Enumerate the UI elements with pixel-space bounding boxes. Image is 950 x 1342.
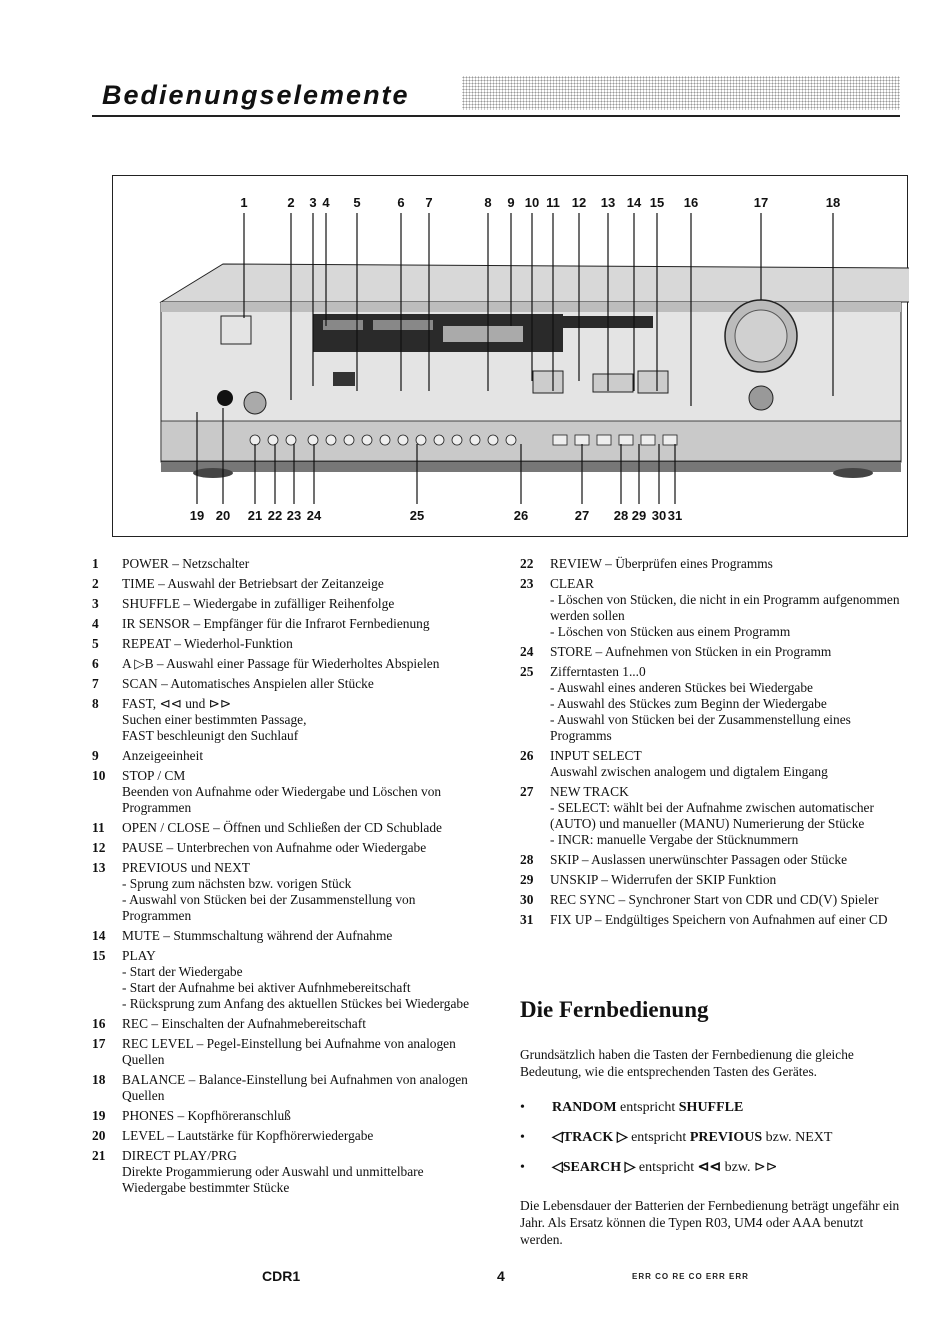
control-name: MUTE (122, 928, 160, 943)
control-description: – Widerrufen der SKIP Funktion (597, 872, 777, 887)
control-entry (92, 596, 487, 612)
control-number: 5 (92, 636, 99, 651)
control-name: OPEN / CLOSE (122, 820, 210, 835)
control-detail: - Auswahl eines anderen Stückes bei Wiedergabe (550, 680, 813, 695)
callout-number: 1 (240, 195, 248, 210)
control-entry (92, 1128, 487, 1144)
control-number: 11 (92, 820, 105, 835)
control-number: 13 (92, 860, 106, 875)
callout-number: 13 (600, 195, 616, 210)
control-entry (92, 696, 487, 744)
control-description: – Wiedergabe in zufälliger Reihenfolge (180, 596, 395, 611)
control-name: SHUFFLE (122, 596, 181, 611)
control-description: – Netzschalter (168, 556, 250, 571)
control-detail: Direkte Progammierung oder Auswahl und unmittelbare Wiedergabe bestimmter Stücke (122, 1164, 424, 1195)
control-detail: Beenden von Aufnahme oder Wiedergabe und Löschen von Programmen (122, 784, 442, 815)
control-name: PREVIOUS und NEXT (122, 860, 250, 875)
control-detail: - INCR: manuelle Vergabe der Stücknummern (550, 832, 799, 847)
callout-number: 8 (484, 195, 492, 210)
control-detail: - Auswahl von Stücken bei der Zusammenstellung eines Programms (550, 712, 851, 743)
control-name: FIX UP (550, 912, 592, 927)
control-entry (92, 948, 487, 1012)
control-entry (92, 860, 487, 924)
controls-list-right (520, 556, 905, 932)
control-entry (520, 784, 905, 848)
control-entry (520, 892, 905, 908)
mapping-text: entspricht (635, 1160, 698, 1175)
remote-key: ◁TRACK ▷ (552, 1130, 628, 1145)
mapping-text: entspricht (627, 1130, 690, 1145)
control-entry (92, 676, 487, 692)
control-entry (92, 1016, 487, 1032)
control-entry (92, 656, 487, 672)
control-entry (520, 664, 905, 744)
battery-note: Die Lebensdauer der Batterien der Fernbedienung beträgt ungefähr ein Jahr. Als Ersatz können die Typen R03, UM4 oder AAA benutzt werden. (520, 1198, 900, 1247)
remote-intro: Grundsätzlich haben die Tasten der Fernbedienung die gleiche Bedeutung, wie die entsprechenden Tasten des Gerätes. (520, 1047, 854, 1079)
remote-key: RANDOM (552, 1100, 617, 1115)
control-name: TIME (122, 576, 155, 591)
callout-number: 15 (649, 195, 665, 210)
control-number: 7 (92, 676, 99, 691)
control-entry (92, 1148, 487, 1196)
control-number: 25 (520, 664, 534, 679)
control-name: A ▷B (122, 656, 154, 671)
control-entry (92, 1072, 487, 1104)
control-name: LEVEL (122, 1128, 164, 1143)
callout-number: 31 (667, 508, 683, 523)
control-entry (520, 556, 905, 572)
control-number: 1 (92, 556, 99, 571)
control-description: – Aufnehmen von Stücken in ein Programm (592, 644, 832, 659)
control-description: – Überprüfen eines Programms (601, 556, 773, 571)
control-entry (92, 768, 487, 816)
control-detail: - Sprung zum nächsten bzw. vorigen Stück (122, 876, 352, 891)
control-number: 8 (92, 696, 99, 711)
control-description: – Stummschaltung während der Aufnahme (159, 928, 393, 943)
control-number: 6 (92, 656, 99, 671)
page-number: 4 (497, 1268, 505, 1284)
callout-number: 23 (286, 508, 302, 523)
control-detail: - Löschen von Stücken, die nicht in ein Programm aufgenommen werden sollen (550, 592, 900, 623)
header-rule (92, 115, 900, 117)
control-name: Anzeigeeinheit (122, 748, 204, 763)
control-detail: Suchen einer bestimmten Passage, (122, 712, 307, 727)
control-description: – Automatisches Anspielen aller Stücke (157, 676, 374, 691)
callout-number: 22 (267, 508, 283, 523)
control-detail: - Auswahl des Stückes zum Beginn der Wiedergabe (550, 696, 827, 711)
control-entry (92, 748, 487, 764)
control-entry (520, 748, 905, 780)
control-entry (92, 820, 487, 836)
control-name: REC SYNC (550, 892, 616, 907)
control-name: NEW TRACK (550, 784, 629, 799)
control-entry (520, 852, 905, 868)
control-entry (520, 872, 905, 888)
control-number: 30 (520, 892, 534, 907)
control-entry (92, 616, 487, 632)
control-name: PLAY (122, 948, 156, 963)
callout-number: 10 (524, 195, 540, 210)
callout-number: 27 (574, 508, 590, 523)
control-entry (92, 840, 487, 856)
control-detail: Auswahl zwischen analogem und digtalem Eingang (550, 764, 828, 779)
control-description: – Unterbrechen von Aufnahme oder Wiedergabe (163, 840, 427, 855)
control-entry (92, 1036, 487, 1068)
callout-number: 20 (215, 508, 231, 523)
control-name: DIRECT PLAY/PRG (122, 1148, 237, 1163)
control-number: 19 (92, 1108, 106, 1123)
controls-list-left (92, 556, 487, 1200)
control-name: STORE (550, 644, 593, 659)
remote-mapping-list (520, 1098, 905, 1188)
control-number: 21 (92, 1148, 106, 1163)
control-name: STOP / CM (122, 768, 186, 783)
control-detail: - Löschen von Stücken aus einem Programm (550, 624, 791, 639)
page-header (92, 72, 900, 117)
callout-number: 30 (651, 508, 667, 523)
control-number: 9 (92, 748, 99, 763)
control-number: 26 (520, 748, 534, 763)
control-name: REC LEVEL (122, 1036, 194, 1051)
control-number: 4 (92, 616, 99, 631)
control-name: BALANCE (122, 1072, 186, 1087)
remote-key: ◁SEARCH ▷ (552, 1160, 636, 1175)
callout-number: 9 (507, 195, 515, 210)
control-name: SCAN (122, 676, 158, 691)
control-name: INPUT SELECT (550, 748, 642, 763)
callout-number: 12 (571, 195, 587, 210)
remote-section-title: Die Fernbedienung (520, 997, 709, 1022)
control-name: UNSKIP (550, 872, 598, 887)
control-entry (92, 636, 487, 652)
mapping-text: entspricht (616, 1100, 679, 1115)
control-number: 31 (520, 912, 534, 927)
control-entry (520, 644, 905, 660)
mapping-tail: bzw. ⊳⊳ (721, 1160, 778, 1175)
control-entry (520, 576, 905, 640)
callout-number: 7 (425, 195, 433, 210)
control-description: – Kopfhöreranschluß (174, 1108, 291, 1123)
callout-number: 16 (683, 195, 699, 210)
control-description: – Öffnen und Schließen der CD Schublade (209, 820, 442, 835)
device-key: PREVIOUS (689, 1130, 763, 1145)
callout-number: 25 (409, 508, 425, 523)
device-illustration (113, 176, 909, 538)
control-number: 15 (92, 948, 106, 963)
control-number: 14 (92, 928, 106, 943)
control-name: REC (122, 1016, 149, 1031)
header-dot-pattern (462, 76, 900, 110)
control-name: IR SENSOR (122, 616, 191, 631)
control-number: 24 (520, 644, 534, 659)
control-detail: - Rücksprung zum Anfang des aktuellen Stückes bei Wiedergabe (122, 996, 470, 1011)
control-description: – Auslassen unerwünschter Passagen oder Stücke (578, 852, 848, 867)
callout-number: 29 (631, 508, 647, 523)
callout-number: 28 (613, 508, 629, 523)
callout-number: 5 (353, 195, 361, 210)
device-figure (112, 175, 908, 537)
control-entry (92, 576, 487, 592)
footer-model: CDR1 (262, 1268, 301, 1284)
callout-number: 2 (287, 195, 295, 210)
control-description: – Synchroner Start von CDR und CD(V) Spieler (615, 892, 879, 907)
control-name: REVIEW (550, 556, 602, 571)
control-number: 29 (520, 872, 534, 887)
callout-number: 24 (306, 508, 322, 523)
control-name: REPEAT (122, 636, 171, 651)
mapping-tail: bzw. NEXT (762, 1130, 833, 1145)
control-detail: - SELECT: wählt bei der Aufnahme zwischen automatischer (AUTO) und manueller (MANU) Numerierung der Stücke (550, 800, 874, 831)
control-number: 22 (520, 556, 534, 571)
device-key: SHUFFLE (678, 1100, 744, 1115)
control-description: – Balance-Einstellung bei Aufnahmen von analogen Quellen (122, 1072, 468, 1103)
control-number: 17 (92, 1036, 106, 1051)
callout-number: 3 (309, 195, 317, 210)
footer-code: ERR CO RE CO ERR ERR (632, 1272, 749, 1281)
control-name: FAST, ⊲⊲ und ⊳⊳ (122, 696, 232, 711)
callout-number: 21 (247, 508, 263, 523)
control-detail: FAST beschleunigt den Suchlauf (122, 728, 299, 743)
control-description: – Empfänger für die Infrarot Fernbedienung (190, 616, 430, 631)
callout-number: 26 (513, 508, 529, 523)
control-number: 10 (92, 768, 106, 783)
callout-number: 11 (546, 195, 560, 210)
remote-mapping-item (520, 1098, 905, 1128)
control-detail: - Auswahl von Stücken bei der Zusammenstellung von Programmen (122, 892, 416, 923)
callout-number: 19 (189, 508, 205, 523)
callout-number: 6 (397, 195, 405, 210)
page-title: Bedienungselemente (102, 80, 410, 110)
callout-number: 17 (753, 195, 769, 210)
control-name: PAUSE (122, 840, 164, 855)
control-description: – Auswahl einer Passage für Wiederholtes Abspielen (153, 656, 440, 671)
control-description: – Wiederhol-Funktion (170, 636, 293, 651)
callout-number: 4 (322, 195, 330, 210)
control-name: PHONES (122, 1108, 175, 1123)
control-name: Zifferntasten 1...0 (550, 664, 646, 679)
control-number: 2 (92, 576, 99, 591)
callout-number: 18 (825, 195, 841, 210)
control-entry (520, 912, 905, 928)
callout-number: 14 (626, 195, 642, 210)
control-description: – Auswahl der Betriebsart der Zeitanzeige (154, 576, 384, 591)
control-entry (92, 928, 487, 944)
remote-mapping-item (520, 1128, 905, 1158)
control-detail: - Start der Aufnahme bei aktiver Aufnhmebereitschaft (122, 980, 411, 995)
control-number: 23 (520, 576, 534, 591)
control-description: – Lautstärke für Kopfhörerwiedergabe (163, 1128, 374, 1143)
remote-mapping-item (520, 1158, 905, 1188)
control-entry (92, 1108, 487, 1124)
control-name: POWER (122, 556, 169, 571)
control-number: 28 (520, 852, 534, 867)
control-description: – Pegel-Einstellung bei Aufnahme von analogen Quellen (122, 1036, 456, 1067)
device-key: ⊲⊲ (697, 1160, 722, 1175)
control-number: 27 (520, 784, 534, 799)
control-description: – Einschalten der Aufnahmebereitschaft (148, 1016, 366, 1031)
control-detail: - Start der Wiedergabe (122, 964, 243, 979)
control-number: 20 (92, 1128, 106, 1143)
control-number: 3 (92, 596, 99, 611)
control-name: SKIP (550, 852, 579, 867)
control-entry (92, 556, 487, 572)
control-number: 18 (92, 1072, 106, 1087)
control-name: CLEAR (550, 576, 594, 591)
control-number: 16 (92, 1016, 106, 1031)
control-number: 12 (92, 840, 106, 855)
control-description: – Endgültiges Speichern von Aufnahmen auf einer CD (591, 912, 888, 927)
